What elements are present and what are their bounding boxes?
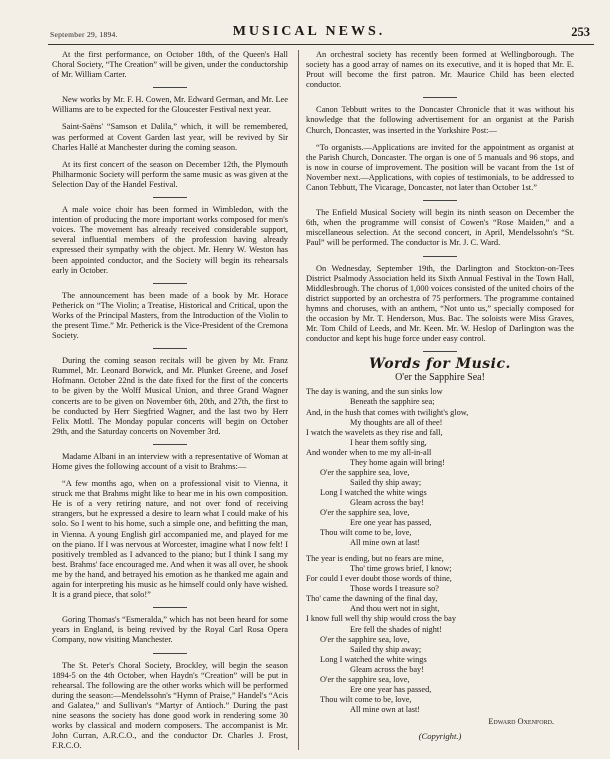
poem-line: Sailed thy ship away;: [350, 477, 422, 487]
poem-line: Long I watched the white wings: [320, 487, 427, 497]
poem-line: Ere one year has passed,: [350, 518, 432, 528]
poem-line: Long I watched the white wings: [320, 654, 427, 664]
news-item: On Wednesday, September 19th, the Darlington and Stockton-on-Tees District Psalmody Association held its Sixth Annual Festival in the Town Hall, Middlesbrough. The chorus of 1,000 voices consisted of the united choirs of the district supported by an orchestra of 75 performers. The programme contained hymns and choruses, with an anthem, “Not unto us,” specially composed for the occasion by Mr. T. Henderson, Mus. Bac. The soloists were Miss Graves, Mr. Tom Child of Leeds, and Mr. Keen. Mr. W. Heslop of Darlington was the conductor and kept his huge force under easy control.: [306, 263, 574, 344]
poem-line: And, in the hush that comes with twilight's glow,: [306, 407, 469, 417]
news-item: Canon Tebbutt writes to the Doncaster Chronicle that it was without his knowledge that the following advertisement for an organist at the Parish Church, Doncaster, was inserted in the Yorkshire Post:—: [306, 105, 574, 135]
poem-line: Thou wilt come to be, love,: [320, 528, 412, 538]
poem: [306, 387, 574, 715]
poem-line: Ere one year has passed,: [350, 684, 432, 694]
poem-line: O'er the sapphire sea, love,: [320, 467, 410, 477]
poem-author: Edward Oxenford.: [488, 716, 554, 726]
item-divider: [153, 653, 187, 654]
poem-line: My thoughts are all of thee!: [350, 417, 443, 427]
poem-line: I watch the wavelets as they rise and fall,: [306, 427, 443, 437]
left-column: [52, 50, 288, 758]
item-divider: [153, 444, 187, 445]
poem-line: O'er the sapphire sea, love,: [320, 634, 410, 644]
song-title: O'er the Sapphire Sea!: [395, 372, 485, 384]
poem-line: All mine own at last!: [350, 704, 421, 714]
column-divider: [298, 50, 299, 750]
poem-line: Tho' time grows brief, I know;: [350, 564, 452, 574]
issue-date: September 29, 1894.: [50, 30, 118, 39]
poem-line: And thou wert not in sight,: [350, 604, 440, 614]
item-divider: [153, 348, 187, 349]
poem-line: Gleam across the bay!: [350, 664, 424, 674]
poem-line: Gleam across the bay!: [350, 497, 424, 507]
news-item: The St. Peter's Choral Society, Brockley, will begin the season 1894-5 on the 4th October, when Haydn's “Creation” will be put in rehearsal. The following are the other works which will be performed during the season:—Mendelssohn's “Hymn of Praise,” Handel's “Acis and Galatea,” and Sullivan's “Martyr of Antioch.” During the past nine seasons the society has done good work in rendering some 30 works by classical and modern composers. The accompanist is Mr. John Curran, A.R.C.O., and the conductor Dr. Charles J. Frost, F.R.C.O.: [52, 660, 288, 751]
quoted-advertisement: “To organists.—Applications are invited for the appointment as organist at the Parish Church, Doncaster. The organ is one of 5 manuals and 96 stops, and is now in course of improvement. The position will be vacant from the 1st of November next.—Applications, with copies of testimonials, to be addressed to Canon Tebbutt, The Vicarage, Doncaster, not later than October 1st.”: [306, 142, 574, 193]
poem-line: I hear them softly sing,: [350, 437, 427, 447]
page-number: 253: [571, 25, 590, 39]
item-divider: [423, 256, 457, 257]
news-item: New works by Mr. F. H. Cowen, Mr. Edward German, and Mr. Lee Williams are to be expected for the Gloucester Festival next year.: [52, 95, 288, 115]
poem-line: The day is waning, and the sun sinks low: [306, 387, 443, 397]
quoted-interview: “A few months ago, when on a professional visit to Vienna, it struck me that Brahms might like to hear me in his own composition. He is of a very retiring nature, and not over fond of receiving strangers, but he expressed a desire to learn what I could make of his solo. So I went to his home, such a simple one, and befitting the man, in Vienna. A young English girl accompanied me, and played for me on the piano. If I was nervous at Worcester, imagine what I now felt! I positively trembled as I advanced to the piano; but I think I sang my best. Brahms' face encouraged me. And when it was all over, he shook me by the hand, and betrayed his emotion as he thanked me again and again for interpreting his music as he himself could only have wished. It is a grand piece, that solo!”: [52, 479, 288, 600]
poem-line: And wonder when to me my all-in-all: [306, 447, 432, 457]
words-for-music-section: [306, 356, 574, 742]
page-header: [22, 24, 596, 42]
poem-line: They home again will bring!: [350, 457, 445, 467]
news-item: A male voice choir has been formed in Wimbledon, with the intention of producing the more important works composed for men's voices. The movement has already received considerable support, several influential members of the profession having already expressed their sympathy with the object. Mr. Henry W. Weston has been appointed conductor, and the Society will begin its rehearsals early in October.: [52, 205, 288, 275]
poem-line: Tho' came the dawning of the final day,: [306, 594, 438, 604]
news-item: At the first performance, on October 18th, of the Queen's Hall Choral Society, “The Creation” will be given, under the conductorship of Mr. William Carter.: [52, 50, 288, 80]
news-item: An orchestral society has recently been formed at Wellingborough. The society has a good array of names on its executive, and it is hoped that Mr. E. Prout will become the first patron. Mr. Maurice Child has been elected conductor.: [306, 50, 574, 90]
poem-line: O'er the sapphire sea, love,: [320, 674, 410, 684]
poem-line: Beneath the sapphire sea;: [350, 397, 435, 407]
item-divider: [153, 87, 187, 88]
news-item: During the coming season recitals will be given by Mr. Franz Rummel, Mr. Leonard Borwick, and Mr. Plunket Greene, and Josef Hofmann. October 22nd is the date fixed for the first of the concerts to be given by the Wolff Musical Union, and three Grand Wagner concerts are to be given on November 6th, 20th, and 27th, the first to be conducted by Herr Siegfried Wagner, and the last two by Herr Felix Mottl. The Monday popular concerts will begin on October 29th, and the Saturday concerts on November 3rd.: [52, 356, 288, 436]
poem-line: For could I ever doubt those words of thine,: [306, 574, 452, 584]
poem-line: Those words I treasure so?: [350, 584, 439, 594]
item-divider: [423, 200, 457, 201]
news-item: Saint-Saëns' “Samson et Dalila,” which, it will be remembered, was performed at Covent Garden last year, will be revived by Sir Charles Hallé at Manchester during the coming season.: [52, 122, 288, 152]
section-heading: Words for Music.: [369, 356, 511, 373]
item-divider: [153, 607, 187, 608]
copyright-note: (Copyright.): [418, 731, 462, 742]
item-divider: [153, 197, 187, 198]
news-item: The Enfield Musical Society will begin its ninth season on December the 6th, when the programme will consist of Cowen's “Rose Maiden,” and a miscellaneous selection. At the second concert, in April, Mendelssohn's “St. Paul” will be performed. The conductor is Mr. J. C. Ward.: [306, 208, 574, 248]
news-item: The announcement has been made of a book by Mr. Horace Petherick on “The Violin; a Treatise, Historical and Critical, upon the Works of the Principal Masters, from the Introduction of the Violin to the present Time.” Mr. Petherick is the Vice-President of the Cremona Society.: [52, 290, 288, 341]
poem-line: I know full well thy ship would cross the bay: [306, 614, 457, 624]
item-divider: [423, 351, 457, 352]
poem-line: All mine own at last!: [350, 538, 421, 548]
masthead-title: MUSICAL NEWS.: [232, 24, 386, 39]
header-rule: [48, 44, 594, 45]
poem-line: The year is ending, but no fears are mine,: [306, 554, 444, 564]
item-divider: [153, 283, 187, 284]
news-item: Madame Albani in an interview with a representative of Woman at Home gives the following account of a visit to Brahms:—: [52, 451, 288, 471]
news-item: Goring Thomas's “Esmeralda,” which has not been heard for some years in England, is being revived by the Royal Carl Rosa Opera Company, now visiting Manchester.: [52, 615, 288, 645]
item-divider: [423, 97, 457, 98]
news-item: At its first concert of the season on December 12th, the Plymouth Philharmonic Society will perform the same music as was given at the Selection Day of the Handel Festival.: [52, 159, 288, 189]
poem-line: O'er the sapphire sea, love,: [320, 508, 410, 517]
poem-line: Ere fell the shades of night!: [350, 624, 442, 634]
right-column: [306, 50, 574, 741]
poem-line: Thou wilt come to be, love,: [320, 694, 412, 704]
poem-line: Sailed thy ship away;: [350, 644, 422, 654]
